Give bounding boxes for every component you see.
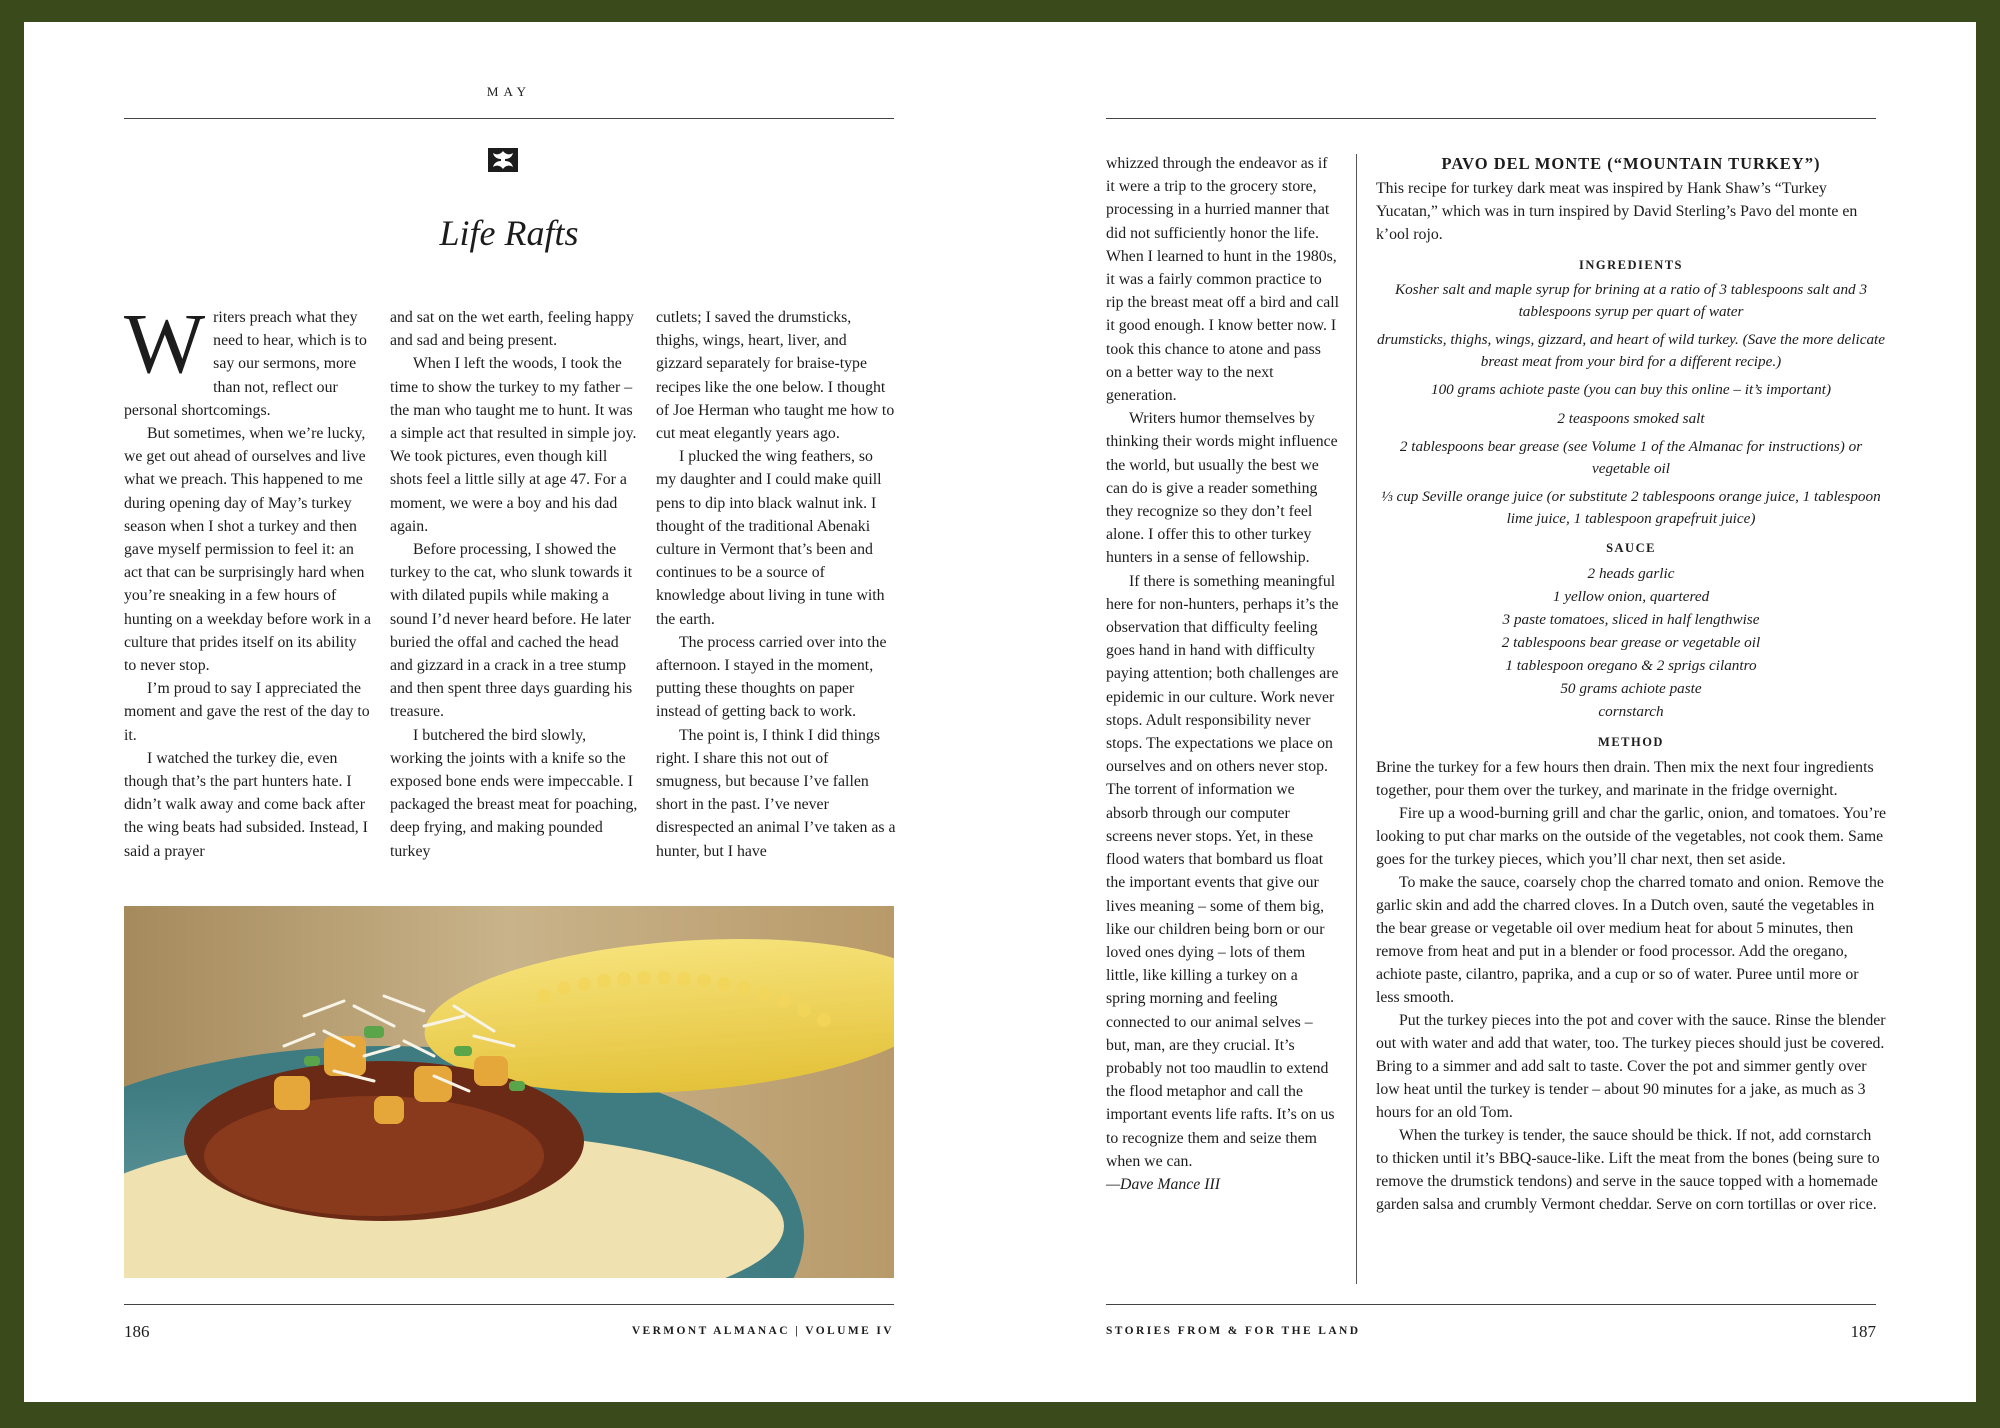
footer-title: VERMONT ALMANAC | VOLUME IV [631, 1325, 894, 1337]
paragraph: The process carried over into the afternoon. I stayed in the moment, putting these thoughts on paper instead of getting back to work. [656, 633, 887, 721]
fleuron-ornament-icon [488, 148, 518, 172]
running-head: MAY [486, 84, 532, 99]
method-step: Fire up a wood-burning grill and char the garlic, onion, and tomatoes. You’re looking to put char marks on the outside of the vegetables, not cook them. Same goes for the turkey pieces, which you’ll char next, then set aside. [1376, 805, 1886, 868]
method-steps [1376, 756, 1886, 1216]
paragraph: Writers humor themselves by thinking their words might influence the world, but usually the best we can do is give a reader something they recognize so they don’t feel alone. I offer this to other turkey hunters in a sense of fellowship. [1106, 410, 1338, 567]
paragraph: The point is, I think I did things right. I share this not out of smugness, but because I’ve fallen short in the past. I’ve never disrespected an animal I’ve taken as a hunter, but I have [656, 726, 896, 860]
article-title: Life Rafts [439, 213, 579, 253]
paragraph: whizzed through the endeavor as if it were a trip to the grocery store, processing in a hurried manner that did not sufficiently honor the life. When I learned to hunt in the 1980s, it was a fairly common practice to rip the breast meat off a bird and call it good enough. I know better now. I took this chance to atone and pass on a better way to the next generation. [1106, 155, 1340, 405]
header-rule [124, 118, 894, 119]
paragraph: If there is something meaningful here for non-hunters, perhaps it’s the observation that difficulty feeling goes hand in hand with difficulty paying attention; both challenges are epidemic in our culture. Work never stops. Adult responsibility never stops. The expectations we place on ourselves and on others never stop. The torrent of information we absorb through our computer screens never stops. Yet, in these flood waters that bombard us float the important events that give our lives meaning – some of them big, like our children being born or our loved ones dying – lots of them little, like killing a turkey on a spring morning and feeling connected to our animal selves – but, man, are they crucial. It’s probably not too maudlin to extend the flood metaphor and call the important events life rafts. It’s on us to recognize them and seize them when we can. [1106, 572, 1339, 1170]
paragraph: Writers preach what they need to hear, which is to say our sermons, more than not, reflect our personal shortcomings. [124, 295, 367, 419]
paragraph: I plucked the wing feathers, so my daughter and I could make quill pens to dip into black walnut ink. I thought of the traditional Abenaki culture in Vermont that’s been and continues to be a source of knowledge about living in tune with the earth. [656, 448, 885, 628]
paragraph: I watched the turkey die, even though that’s the part hunters hate. I didn’t walk away and come back after the wing beats had subsided. Instead, I said a prayer [124, 749, 368, 860]
paragraph: cutlets; I saved the drumsticks, thighs, wings, heart, liver, and gizzard separately for braise-type recipes like the one below. I thought of Joe Herman who taught me how to cut meat elegantly years ago. [656, 309, 895, 443]
paragraph: I’m proud to say I appreciated the moment and gave the rest of the day to it. [124, 680, 370, 744]
page-number: 186 [124, 1322, 150, 1341]
method-heading: METHOD [1598, 735, 1664, 749]
left-page [24, 22, 1000, 1402]
column-divider [1356, 154, 1357, 1284]
paragraph: I butchered the bird slowly, working the joints with a knife so the exposed bone ends were impeccable. I packaged the breast meat for poaching, deep frying, and making pounded turkey [390, 726, 638, 860]
paragraph: and sat on the wet earth, feeling happy and sad and being present. [390, 309, 634, 350]
ingredient-item: Kosher salt and maple syrup for brining at a ratio of 3 tablespoons salt and 3 tablespoons syrup per quart of water [1394, 281, 1868, 320]
recipe-box [1376, 152, 1886, 1216]
footer-rule [124, 1304, 894, 1305]
method-step: When the turkey is tender, the sauce should be thick. If not, add cornstarch to thicken until it’s BBQ-sauce-like. Lift the meat from the bones (being sure to remove the drumstick tendons) and serve in the sauce topped with a homemade garden salsa and crumbly Vermont cheddar. Serve on corn tortillas or over rice. [1376, 1127, 1880, 1213]
ingredient-item: 2 tablespoons bear grease (see Volume 1 of the Almanac for instructions) or vegetable oil [1399, 438, 1863, 477]
ingredient-item: ⅓ cup Seville orange juice (or substitute 2 tablespoons orange juice, 1 tablespoon lime juice, 1 tablespoon grapefruit juice) [1381, 488, 1881, 527]
sauce-item: 2 tablespoons bear grease or vegetable oil [1501, 634, 1761, 651]
author-signature: —Dave Mance III [1106, 1175, 1221, 1193]
footer-title: STORIES FROM & FOR THE LAND [1106, 1325, 1361, 1337]
method-step: Put the turkey pieces into the pot and cover with the sauce. Rinse the blender out with water and add that water, too. The turkey pieces should just be covered. Bring to a simmer and add salt to taste. Cover the pot and simmer gently over low heat until the turkey is tender – about 90 minutes for a jake, as much as 3 hours for an old Tom. [1376, 1012, 1886, 1121]
ingredients-heading: INGREDIENTS [1578, 258, 1684, 272]
right-page [1000, 22, 1976, 1402]
sauce-item: cornstarch [1598, 703, 1664, 720]
footer-rule [1106, 1304, 1876, 1305]
sauce-item: 1 yellow onion, quartered [1552, 588, 1710, 605]
sauce-item: 1 tablespoon oregano & 2 sprigs cilantro [1505, 657, 1757, 674]
ingredient-item: 100 grams achiote paste (you can buy this online – it’s important) [1430, 381, 1832, 398]
sauce-item: 3 paste tomatoes, sliced in half lengthwise [1502, 611, 1760, 628]
sauce-heading: SAUCE [1606, 541, 1656, 555]
recipe-title: PAVO DEL MONTE (“MOUNTAIN TURKEY”) [1441, 154, 1821, 173]
sauce-item: 2 heads garlic [1587, 565, 1675, 582]
text-column-continued [1106, 152, 1340, 1196]
paragraph: But sometimes, when we’re lucky, we get out ahead of ourselves and live what we preach. This happened to me during opening day of May’s turkey season when I shot a turkey and then gave myself permission to feel it: an act that can be surprisingly hard when you’re sneaking in a few hours of hunting on a weekday before work in a culture that prides itself on its ability to never stop. [124, 425, 371, 675]
method-step: Brine the turkey for a few hours then drain. Then mix the next four ingredients together, pour them over the turkey, and marinate in the fridge overnight. [1376, 759, 1874, 799]
text-column-3 [656, 306, 896, 863]
ingredient-item: drumsticks, thighs, wings, gizzard, and heart of wild turkey. (Save the more delicate breast meat from your bird for a different recipe.) [1376, 331, 1886, 370]
drop-cap: W [124, 295, 206, 391]
paragraph: Before processing, I showed the turkey to the cat, who slunk towards it with dilated pupils while making a sound I’d never heard before. He later buried the offal and cached the head and gizzard in a crack in a tree stump and then spent three days guarding his treasure. [390, 541, 633, 721]
text-column-2 [390, 306, 638, 863]
page-number: 187 [1850, 1322, 1876, 1341]
ingredient-item: 2 teaspoons smoked salt [1557, 409, 1705, 427]
book-spread [24, 22, 1976, 1402]
header-rule [1106, 118, 1876, 119]
recipe-intro: This recipe for turkey dark meat was inspired by Hank Shaw’s “Turkey Yucatan,” which was in turn inspired by David Sterling’s Pavo del monte en k’ool rojo. [1376, 180, 1858, 243]
sauce-item: 50 grams achiote paste [1560, 680, 1702, 697]
method-step: To make the sauce, coarsely chop the charred tomato and onion. Remove the garlic skin and add the charred cloves. In a Dutch oven, sauté the vegetables in the bear grease or vegetable oil over medium heat for about 5 minutes, then remove from heat and put in a blender or food processor. Add the oregano, achiote paste, cilantro, paprika, and a cup or so of water. Puree until more or less smooth. [1376, 874, 1884, 1006]
taco-photo [124, 906, 894, 1278]
paragraph: When I left the woods, I took the time to show the turkey to my father – the man who taught me to hunt. It was a simple act that resulted in simple joy. We took pictures, even though kill shots feel a little silly at age 47. For a moment, we were a boy and his dad again. [390, 355, 637, 535]
text-column-1 [124, 295, 372, 863]
